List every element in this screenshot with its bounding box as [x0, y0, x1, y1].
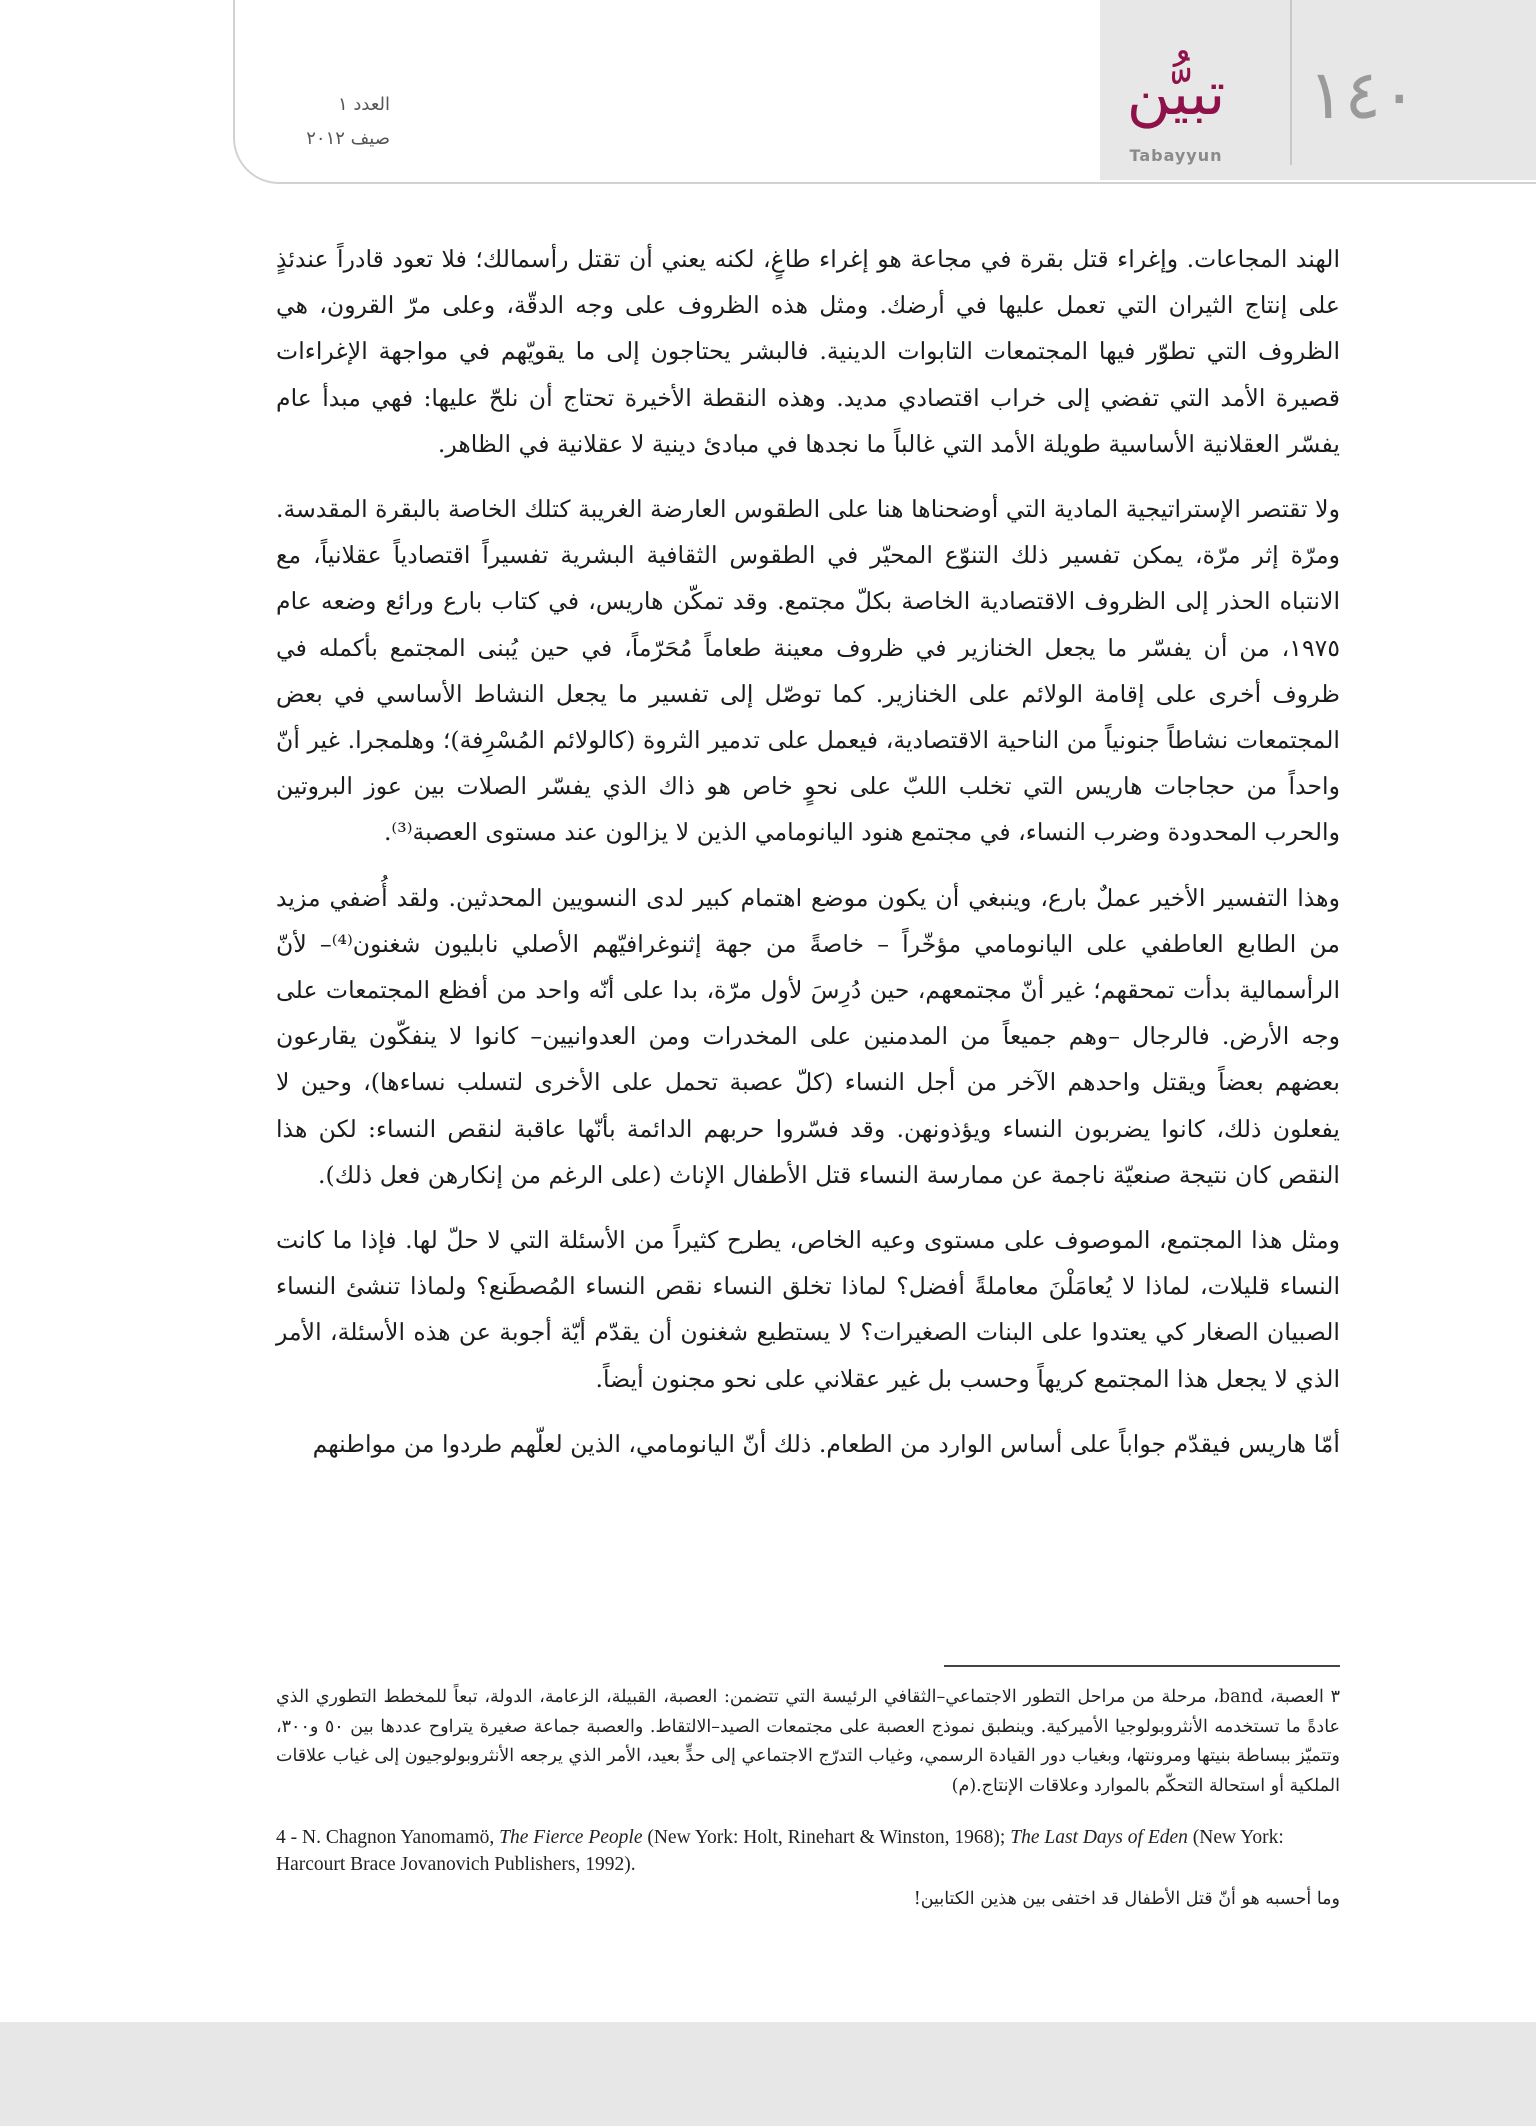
issue-label: العدد ١ [337, 94, 390, 115]
footnote-4-middle: (New York: Holt, Rinehart & Winston, 1968); [642, 1827, 1011, 1848]
paragraph-4: ومثل هذا المجتمع، الموصوف على مستوى وعيه الخاص، يطرح كثيراً من الأسئلة التي لا حلّ لها. فإذا ما كانت النساء قليلات، لماذا لا يُعامَلْنَ معاملةً أفضل؟ لماذا تخلق النساء نقص النساء المُصطَنع؟ ولماذا تنشئ النساء الصبيان الصغار كي يعتدوا على البنات الصغيرات؟ لا يستطيع شغنون أن يقدّم أيّة أجوبة عن هذه الأسئلة، الأمر الذي لا يجعل هذا المجتمع كريهاً وحسب بل غير عقلاني على نحو مجنون أيضاً. [276, 1226, 1340, 1393]
footnote-3: ٣ العصبة، band، مرحلة من مراحل التطور الاجتماعي–الثقافي الرئيسة التي تتضمن: العصبة، القبيلة، الزعامة، الدولة، تبعاً للمخطط التطوري الذي عادةً ما تستخدمه الأنثروبولوجيا الأميركية. وينطبق نموذج العصبة على مجتمعات الصيد–الالتقاط. والعصبة جماعة صغيرة يتراوح عددها بين ٥٠ و٣٠٠، وتتميّز ببساطة بنيتها ومرونتها، وبغياب دور القيادة الرسمي، وغياب التدرّج الاجتماعي إلى حدٍّ بعيد، الأمر الذي يرجعه الأنثروبولوجيون إلى غياب علاقات الملكية أو استحالة التحكّم بالموارد وعلاقات الإنتاج.(م) [276, 1687, 1340, 1796]
paragraph-2: ولا تقتصر الإستراتيجية المادية التي أوضحناها هنا على الطقوس العارضة الغريبة كتلك الخاصة بالبقرة المقدسة. ومرّة إثر مرّة، يمكن تفسير ذلك التنوّع المحيّر في الطقوس الثقافية البشرية تفسيراً اقتصادياً عقلانياً، مع الانتباه الحذر إلى الظروف الاقتصادية الخاصة بكلّ مجتمع. وقد تمكّن هاريس، في كتاب بارع ورائع وضعه عام ١٩٧٥، من أن يفسّر ما يجعل الخنازير في ظروف معينة طعاماً مُحَرّماً، في حين يُبنى المجتمع بأكمله في ظروف أخرى على إقامة الولائم على الخنازير. كما توصّل إلى تفسير ما يجعل النشاط الأساسي في بعض المجتمعات نشاطاً جنونياً من الناحية الاقتصادية، فيعمل على تدمير الثروة (كالولائم المُسْرِفة)؛ وهلمجرا. غير أنّ واحداً من حجاجات هاريس التي تخلب اللبّ على نحوٍ خاص هو ذاك الذي يفسّر الصلات بين عوز البروتين والحرب المحدودة وضرب النساء، في مجتمع هنود اليانومامي الذين لا يزالون عند مستوى العصبة⁽³⁾. [276, 495, 1340, 847]
paragraph-5: أمّا هاريس فيقدّم جواباً على أساس الوارد من الطعام. ذلك أنّ اليانومامي، الذين لعلّهم طردوا من مواطنهم [312, 1429, 1340, 1458]
footnote-4-title-1: The Fierce People [499, 1827, 643, 1848]
footnote-separator [944, 1665, 1340, 1667]
page-bottom-band [0, 2022, 1536, 2126]
logo-latin: Tabayyun [1129, 146, 1223, 165]
logo-arabic: تبيُّن [1126, 59, 1226, 129]
season-label: صيف ٢٠١٢ [306, 128, 390, 149]
paragraph-1: الهند المجاعات. وإغراء قتل بقرة في مجاعة هو إغراء طاغٍ، لكنه يعني أن تقتل رأسمالك؛ فلا تعود قادراً عندئذٍ على إنتاج الثيران التي تعمل عليها في أرضك. ومثل هذه الظروف على وجه الدقّة، وعلى مرّ القرون، هي الظروف التي تطوّر فيها المجتمعات التابوات الدينية. فالبشر يحتاجون إلى ما يقويّهم في مواجهة الإغراءات قصيرة الأمد التي تفضي إلى خراب اقتصادي مديد. وهذه النقطة الأخيرة تحتاج أن نلحّ عليها: فهي مبدأ عام يفسّر العقلانية الأساسية طويلة الأمد التي غالباً ما نجدها في مبادئ دينية لا عقلانية في الظاهر. [276, 245, 1340, 458]
journal-logo [1122, 59, 1230, 174]
footnote-4-citation [276, 1824, 1340, 1878]
footnote-4-prefix: 4 - N. Chagnon Yanomamö, [276, 1827, 500, 1848]
footnote-4-arabic: وما أحسبه هو أنّ قتل الأطفال قد اختفى بين هذين الكتابين! [913, 1889, 1340, 1909]
footnote-4-title-2: The Last Days of Eden [1010, 1827, 1188, 1848]
issue-info [270, 88, 390, 156]
paragraph-3: وهذا التفسير الأخير عملٌ بارع، وينبغي أن يكون موضع اهتمام كبير لدى النسويين المحدثين. ولقد أُضفي مزيد من الطابع العاطفي على اليانومامي مؤخّراً – خاصةً من جهة إثنوغرافيّهم الأصلي نابليون شغنون⁽⁴⁾– لأنّ الرأسمالية بدأت تمحقهم؛ غير أنّ مجتمعهم، حين دُرِسَ لأول مرّة، بدا على أنّه واحد من أفظع المجتمعات على وجه الأرض. فالرجال –وهم جميعاً من المدمنين على المخدرات ومن العدوانيين– كانوا لا ينفكّون يقارعون بعضهم بعضاً ويقتل واحدهم الآخر من أجل النساء (كلّ عصبة تحمل على الأخرى لتسلب نساءها)، وحين لا يفعلون ذلك، كانوا يضربون النساء ويؤذونهن. وقد فسّروا حربهم الدائمة بأنّها عاقبة لنقص النساء: لكن هذا النقص كان نتيجة صنعيّة ناجمة عن ممارسة النساء قتل الأطفال الإناث (على الرغم من إنكارهن فعل ذلك). [276, 883, 1341, 1189]
article-body [276, 236, 1340, 1467]
header-divider [1290, 0, 1292, 165]
page-number: ١٤٠ [1308, 56, 1418, 135]
footnote-4-suffix: (New York: Harcourt Brace Jovanovich Publishers, 1992). [276, 1827, 1284, 1875]
left-margin [0, 0, 233, 2126]
